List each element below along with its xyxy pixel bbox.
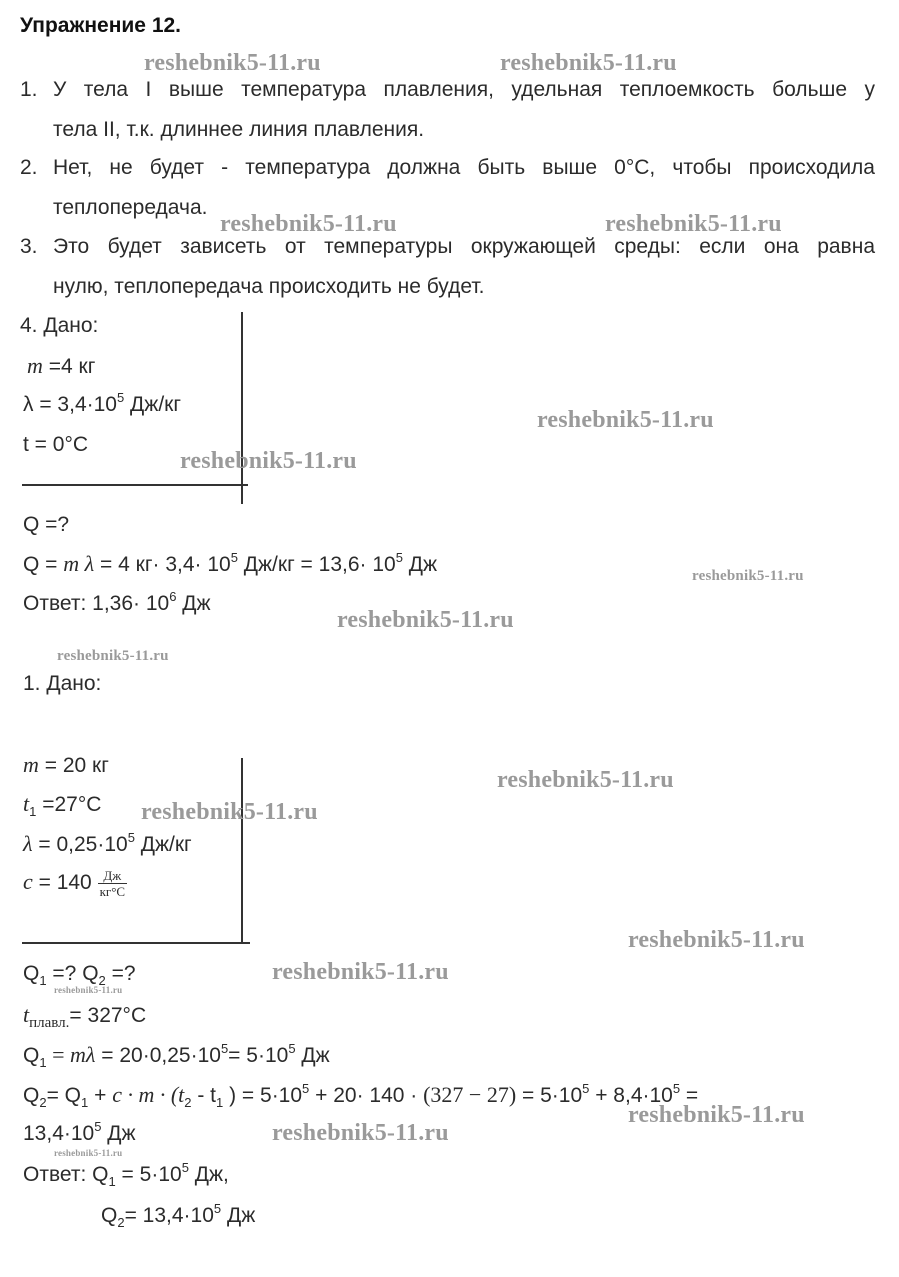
watermark: reshebnik5-11.ru <box>605 211 782 237</box>
page-title: Упражнение 12. <box>20 14 182 37</box>
watermark: reshebnik5-11.ru <box>537 407 714 433</box>
given-temperature: t = 0°C <box>23 433 89 456</box>
watermark: reshebnik5-11.ru <box>272 1120 449 1146</box>
answer-text: теплопередача. <box>53 196 208 219</box>
answer-text: Нет, не будет - температура должна быть выше 0°С, чтобы происходила <box>53 156 875 179</box>
watermark: reshebnik5-11.ru <box>497 767 674 793</box>
melting-temperature: $t_{плавл.}= 327^\circ C$ <box>23 1002 147 1031</box>
given-initial-temperature: $t_1 =27^\circ C$ <box>23 791 102 819</box>
find-text: Q =? <box>23 513 70 536</box>
given-mass: m =4 кг <box>27 353 96 378</box>
answer-line: Ответ: $1,36\cdot 10^6$ Дж <box>23 589 211 615</box>
given-divider-horizontal <box>22 942 250 944</box>
answer-text: тела II, т.к. длиннее линия плавления. <box>53 118 425 141</box>
watermark: reshebnik5-11.ru <box>272 959 449 985</box>
watermark: reshebnik5-11.ru <box>500 50 677 76</box>
watermark: reshebnik5-11.ru <box>220 211 397 237</box>
given-lambda: $\lambda = 0,25\cdot 10^5$ Дж/кг <box>23 830 192 856</box>
answer-text: Это будет зависеть от температуры окружающей среды: если она равна <box>53 235 875 258</box>
watermark: reshebnik5-11.ru <box>692 568 804 584</box>
watermark: reshebnik5-11.ru <box>141 799 318 825</box>
answer-text: нулю, теплопередача происходить не будет. <box>53 275 485 298</box>
answer-q2: $Q_2= 13,4\cdot 10^5$ Дж <box>101 1201 256 1230</box>
watermark: reshebnik5-11.ru <box>337 607 514 633</box>
given-header: 1. Дано: <box>23 672 102 695</box>
given-mass: m = 20 кг <box>23 752 109 777</box>
watermark: reshebnik5-11.ru <box>54 1148 123 1158</box>
answer-number: 3. <box>20 235 38 258</box>
watermark: reshebnik5-11.ru <box>180 448 357 474</box>
find-text: $Q_1$ =? $Q_2$ =? <box>23 962 136 988</box>
given-lambda: $\lambda = 3,4\cdot 10^5$ Дж/кг <box>23 390 182 416</box>
watermark: reshebnik5-11.ru <box>628 1102 805 1128</box>
watermark: reshebnik5-11.ru <box>628 927 805 953</box>
given-divider-vertical <box>241 312 243 504</box>
watermark: reshebnik5-11.ru <box>57 648 169 664</box>
answer-q1: Ответ: $Q_1 = 5\cdot 10^5$ Дж, <box>23 1160 229 1189</box>
answer-number: 2. <box>20 156 38 179</box>
given-heat-capacity: c = 140 $\frac{Дж}{кг^\circ С}$ <box>23 868 126 899</box>
watermark: reshebnik5-11.ru <box>54 985 123 995</box>
q1-formula: $Q_1 = m\lambda = 20\cdot 0,25\cdot 10^5= 5\cdot 10^5$ Дж <box>23 1041 330 1070</box>
given-header: 4. Дано: <box>20 314 99 337</box>
q2-formula: $Q_2= Q_1 + c \cdot m \cdot (t_2 - t_1$ ) = $5\cdot 10^5 + 20\cdot 140 \cdot (327 - 27) = 5\cdot 10^5 + 8,4\cdot 10^5$ = <box>23 1081 699 1110</box>
q2-result: $13,4\cdot 10^5$ Дж <box>23 1119 136 1145</box>
given-divider-horizontal <box>22 484 248 486</box>
unit-fraction: $\frac{Дж}{кг^\circ С}$ <box>99 868 126 899</box>
solution-line: Q = m λ = 4 $кг\cdot 3,4\cdot 10^5$ $Дж/кг = 13,6\cdot 10^5$ Дж <box>23 550 438 576</box>
given-divider-vertical <box>241 758 243 944</box>
watermark: reshebnik5-11.ru <box>144 50 321 76</box>
answer-text: У тела I выше температура плавления, удельная теплоемкость больше у <box>53 78 875 101</box>
answer-number: 1. <box>20 78 38 101</box>
